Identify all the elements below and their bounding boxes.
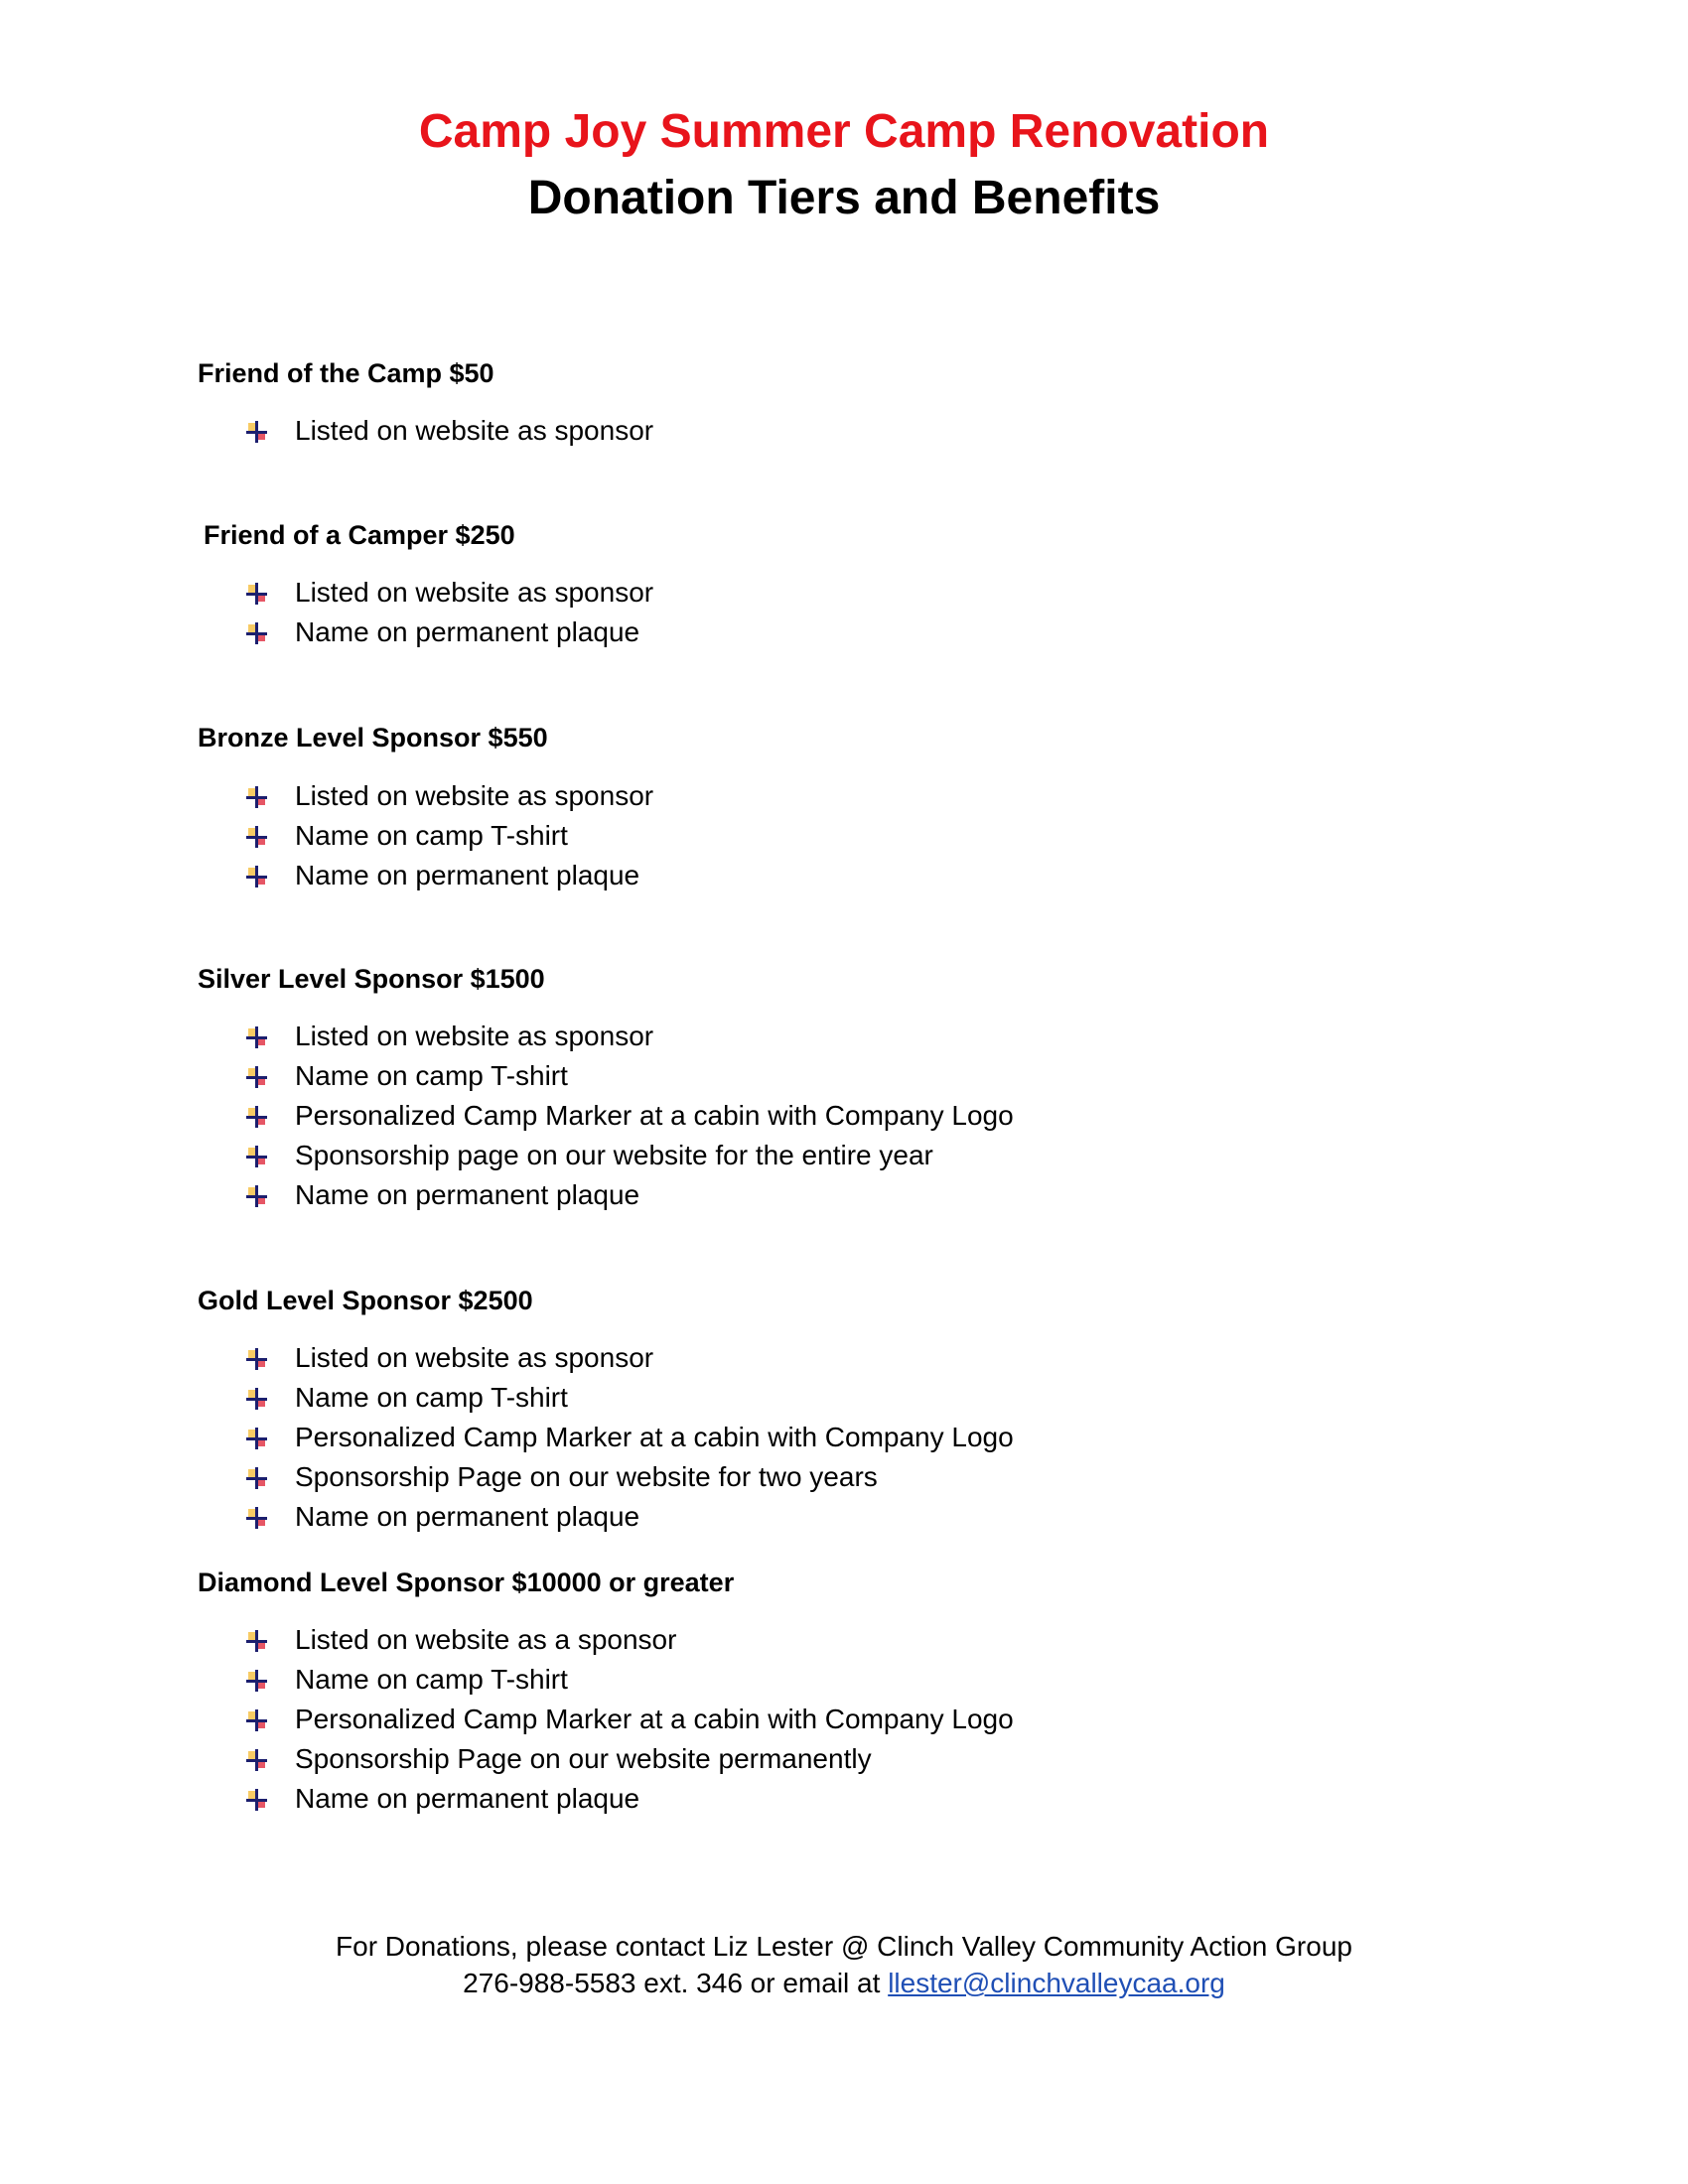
- benefit-item: [0, 1703, 1688, 1742]
- benefit-text: Name on camp T-shirt: [295, 1382, 568, 1413]
- bullet-icon: [244, 582, 268, 606]
- benefit-text: Name on permanent plaque: [295, 1179, 640, 1210]
- benefit-item: [0, 1742, 1688, 1782]
- benefit-text: Listed on website as sponsor: [295, 577, 654, 608]
- bullet-icon: [244, 1708, 268, 1732]
- benefit-text: Listed on website as a sponsor: [295, 1624, 677, 1655]
- benefit-text: Name on camp T-shirt: [295, 1060, 568, 1091]
- bullet-icon: [244, 1025, 268, 1049]
- contact-phone-text: 276-988-5583 ext. 346 or email at: [463, 1968, 881, 1998]
- tier-heading: Friend of the Camp $50: [198, 358, 494, 388]
- benefit-item: [0, 859, 1688, 898]
- bullet-icon: [244, 785, 268, 809]
- benefit-item: [0, 414, 1688, 454]
- document-title: Camp Joy Summer Camp Renovation: [418, 105, 1270, 158]
- benefit-text: Personalized Camp Marker at a cabin with Company Logo: [295, 1704, 1014, 1734]
- benefit-item: [0, 615, 1688, 655]
- bullet-icon: [244, 1669, 268, 1693]
- bullet-icon: [244, 621, 268, 645]
- bullet-icon: [244, 1629, 268, 1653]
- contact-line: For Donations, please contact Liz Lester @ Clinch Valley Community Action Group: [336, 1931, 1352, 1962]
- benefit-text: Name on permanent plaque: [295, 1783, 640, 1814]
- bullet-icon: [244, 1145, 268, 1168]
- tier-heading: Diamond Level Sponsor $10000 or greater: [198, 1568, 735, 1597]
- tier-heading: Friend of a Camper $250: [204, 520, 515, 550]
- benefit-text: Sponsorship Page on our website permanently: [295, 1743, 872, 1774]
- benefit-item: [0, 1178, 1688, 1218]
- benefit-item: [0, 1139, 1688, 1178]
- bullet-icon: [244, 825, 268, 849]
- benefit-text: Name on camp T-shirt: [295, 1664, 568, 1695]
- bullet-icon: [244, 1184, 268, 1208]
- benefit-item: [0, 1421, 1688, 1460]
- tier-heading: Gold Level Sponsor $2500: [198, 1286, 533, 1315]
- benefit-text: Listed on website as sponsor: [295, 780, 654, 811]
- benefit-text: Name on permanent plaque: [295, 1501, 640, 1532]
- benefit-text: Name on permanent plaque: [295, 860, 640, 890]
- benefit-item: [0, 1663, 1688, 1703]
- bullet-icon: [244, 1347, 268, 1371]
- benefit-text: Sponsorship page on our website for the entire year: [295, 1140, 933, 1170]
- bullet-icon: [244, 1105, 268, 1129]
- bullet-icon: [244, 865, 268, 888]
- benefit-item: [0, 1782, 1688, 1822]
- benefit-item: [0, 779, 1688, 819]
- bullet-icon: [244, 1788, 268, 1812]
- benefit-text: Name on camp T-shirt: [295, 820, 568, 851]
- benefit-item: [0, 1500, 1688, 1540]
- benefit-item: [0, 1099, 1688, 1139]
- bullet-icon: [244, 1427, 268, 1450]
- benefit-item: [0, 576, 1688, 615]
- benefit-item: [0, 1460, 1688, 1500]
- benefit-item: [0, 1381, 1688, 1421]
- benefit-text: Listed on website as sponsor: [295, 1021, 654, 1051]
- benefit-item: [0, 819, 1688, 859]
- tier-heading: Silver Level Sponsor $1500: [198, 964, 545, 994]
- benefit-item: [0, 1341, 1688, 1381]
- contact-details: [0, 1965, 1688, 2001]
- benefit-item: [0, 1623, 1688, 1663]
- benefit-text: Listed on website as sponsor: [295, 415, 654, 446]
- benefit-text: Name on permanent plaque: [295, 616, 640, 647]
- benefit-text: Sponsorship Page on our website for two years: [295, 1461, 878, 1492]
- benefit-text: Personalized Camp Marker at a cabin with Company Logo: [295, 1422, 1014, 1452]
- bullet-icon: [244, 420, 268, 444]
- benefit-item: [0, 1059, 1688, 1099]
- benefit-text: Listed on website as sponsor: [295, 1342, 654, 1373]
- tier-heading: Bronze Level Sponsor $550: [198, 723, 548, 752]
- benefit-item: [0, 1020, 1688, 1059]
- bullet-icon: [244, 1466, 268, 1490]
- document-subtitle: Donation Tiers and Benefits: [527, 172, 1161, 224]
- bullet-icon: [244, 1748, 268, 1772]
- bullet-icon: [244, 1065, 268, 1089]
- bullet-icon: [244, 1506, 268, 1530]
- email-link[interactable]: llester@clinchvalleycaa.org: [888, 1968, 1225, 1998]
- benefit-text: Personalized Camp Marker at a cabin with Company Logo: [295, 1100, 1014, 1131]
- bullet-icon: [244, 1387, 268, 1411]
